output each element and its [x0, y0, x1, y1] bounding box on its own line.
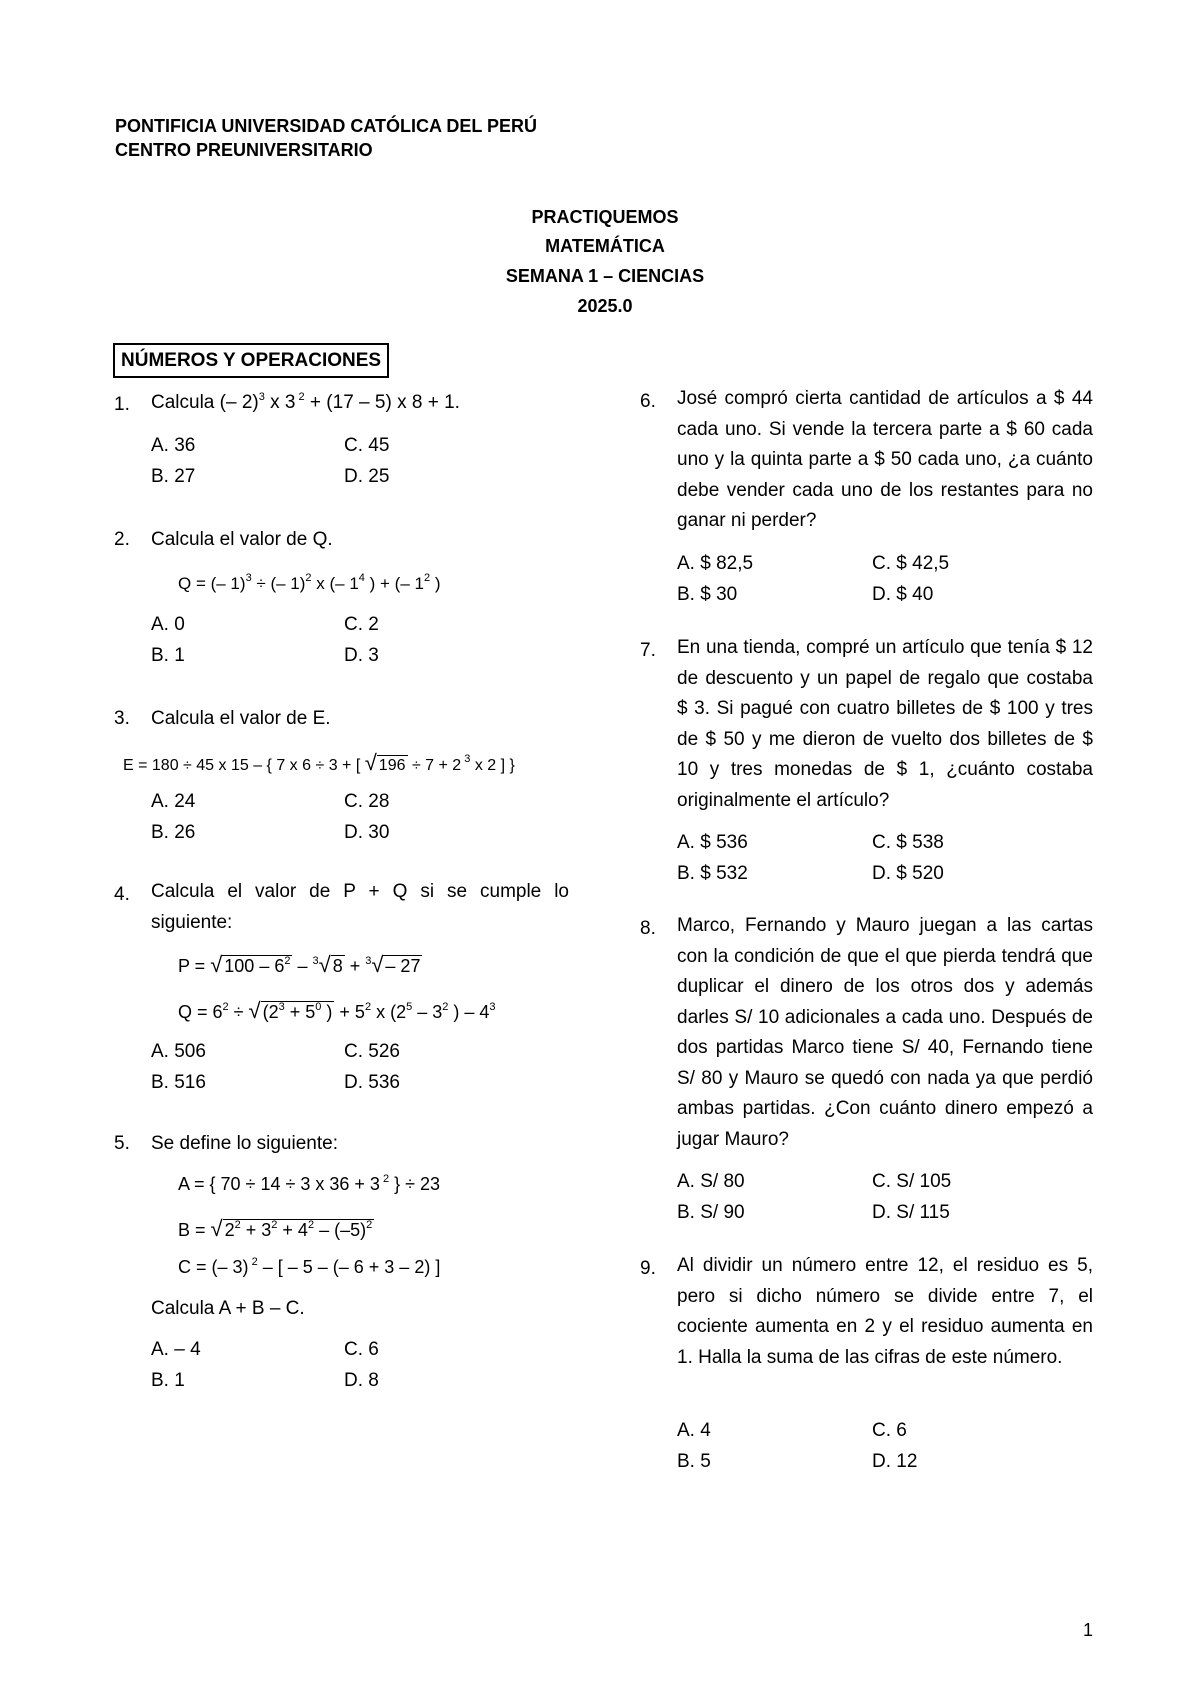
question-1-text: Calcula (– 2)$^3$ x 3 $^2$ + (17 – 5) x 8 + 1.: [151, 391, 460, 413]
question-1-option-c: C. 45: [344, 435, 390, 456]
section-title: NÚMEROS Y OPERACIONES: [113, 343, 389, 378]
question-7-option-b: B. $ 532: [677, 863, 748, 884]
question-1-option-b: B. 27: [151, 466, 196, 487]
question-4-number: 4.: [114, 884, 130, 905]
question-3-option-c: C. 28: [344, 791, 390, 812]
question-5-option-a: A. – 4: [151, 1339, 201, 1360]
question-9-option-c: C. 6: [872, 1420, 907, 1441]
question-3-option-b: B. 26: [151, 822, 196, 843]
question-6-option-a: A. $ 82,5: [677, 553, 754, 574]
question-3-option-d: D. 30: [344, 822, 390, 843]
question-6-text: José compró cierta cantidad de artículos a $ 44 cada uno. Si vende la tercera parte a $ 60 cada uno y la quinta parte a $ 50 cada uno, ¿a cuánto debe vender cada uno de los restantes para no ganar ni perder?: [677, 388, 1093, 531]
question-9-number: 9.: [640, 1258, 656, 1279]
question-1-number: 1.: [114, 394, 130, 415]
title-line-3: SEMANA 1 – CIENCIAS: [505, 266, 705, 286]
question-3-text: Calcula el valor de E.: [151, 708, 331, 729]
question-9-option-b: B. 5: [677, 1451, 711, 1472]
question-3-formula: E = 180 ÷ 45 x 15 – { 7 x 6 ÷ 3 + [ √ 196 ÷ 7 + 2 $^3$ x 2 ] }: [123, 750, 515, 775]
question-8-option-a: A. S/ 80: [677, 1171, 745, 1192]
question-5-number: 5.: [114, 1133, 130, 1154]
question-5-option-c: C. 6: [344, 1339, 379, 1360]
title-line-2: MATEMÁTICA: [545, 236, 665, 256]
question-7-option-a: A. $ 536: [677, 832, 748, 853]
question-5-ask: Calcula A + B – C.: [151, 1298, 305, 1319]
question-5-option-b: B. 1: [151, 1370, 185, 1391]
question-3-number: 3.: [114, 708, 130, 729]
question-4-option-d: D. 536: [344, 1072, 400, 1093]
question-7-option-d: D. $ 520: [872, 863, 944, 884]
question-2-option-a: A. 0: [151, 614, 185, 635]
question-2-option-c: C. 2: [344, 614, 379, 635]
question-7-number: 7.: [640, 640, 656, 661]
question-4-formula-p: P = √ $100 - 6^2 - ^3√$ 8 + $^3$√ – 27: [178, 952, 421, 977]
question-6-option-b: B. $ 30: [677, 584, 738, 605]
question-9-option-a: A. 4: [677, 1420, 711, 1441]
question-5-option-d: D. 8: [344, 1370, 379, 1391]
question-3-option-a: A. 24: [151, 791, 196, 812]
page-number: 1: [1083, 1620, 1094, 1640]
question-8-option-d: D. S/ 115: [872, 1202, 950, 1223]
center-name: CENTRO PREUNIVERSITARIO: [115, 140, 373, 160]
question-6-number: 6.: [640, 391, 656, 412]
question-6-option-d: D. $ 40: [872, 584, 934, 605]
question-2-option-b: B. 1: [151, 645, 185, 666]
question-5-text: Se define lo siguiente:: [151, 1133, 338, 1154]
question-4-option-a: A. 506: [151, 1041, 206, 1062]
question-8-text: Marco, Fernando y Mauro juegan a las cartas con la condición de que el que pierda tendrá que duplicar el dinero de los otros dos y además darles S/ 10 adicionales a cada uno. Después de dos partidas Marco tiene S/ 40, Fernando tiene S/ 80 y Mauro se quedó con nada ya que perdió ambas partidas. ¿Con cuánto dinero empezó a jugar Mauro?: [677, 915, 1093, 1150]
question-8-number: 8.: [640, 918, 656, 939]
title-line-1: PRACTIQUEMOS: [531, 207, 679, 227]
question-4-text: Calcula el valor de P + Q si se cumple lo siguiente:: [151, 881, 569, 933]
question-2-option-d: D. 3: [344, 645, 379, 666]
university-name: PONTIFICIA UNIVERSIDAD CATÓLICA DEL PERÚ: [115, 116, 538, 136]
question-1-option-a: A. 36: [151, 435, 196, 456]
question-2-number: 2.: [114, 529, 130, 550]
question-4-option-c: C. 526: [344, 1041, 400, 1062]
question-8-option-b: B. S/ 90: [677, 1202, 745, 1223]
question-7-text: En una tienda, compré un artículo que tenía $ 12 de descuento y un papel de regalo que costaba $ 3. Si pagué con cuatro billetes de $ 100 y tres de $ 50 y me dieron de vuelto dos billetes de $ 10 y tres monedas de $ 1, ¿cuánto costaba originalmente el artículo?: [677, 637, 1093, 811]
question-2-text: Calcula el valor de Q.: [151, 529, 333, 550]
question-6-option-c: C. $ 42,5: [872, 553, 950, 574]
question-9-option-d: D. 12: [872, 1451, 918, 1472]
question-4-formula-q: $Q = 6^2$ ÷ √ ($2^3 + 5^0$ ) + $5^2$ x ($2^5 - 3^2$ ) – $4^3$: [178, 998, 496, 1023]
question-5-formula-c: C = (– 3) $^2$ – [ – 5 – (– 6 + 3 – 2) ]: [178, 1256, 441, 1277]
question-7-option-c: C. $ 538: [872, 832, 944, 853]
question-8-option-c: C. S/ 105: [872, 1171, 952, 1192]
question-2-formula: Q = (– 1)$^3$ ÷ (– 1)$^2$ x (– $1^4$ ) + (– $1^2$ ): [178, 572, 441, 593]
title-line-4: 2025.0: [577, 296, 633, 316]
question-5-formula-a: A = { 70 ÷ 14 ÷ 3 x 36 + 3 $^2$ } ÷ 23: [178, 1173, 441, 1194]
question-5-formula-b: B = √ $2^2 + 3^2 + 4^2 - (-5)^2$: [178, 1216, 373, 1241]
question-4-option-b: B. 516: [151, 1072, 206, 1093]
question-9-text: Al dividir un número entre 12, el residuo es 5, pero si dicho número se divide entre 7, el cociente aumenta en 2 y el residuo aumenta en 1. Halla la suma de las cifras de este número.: [677, 1255, 1093, 1368]
question-1-option-d: D. 25: [344, 466, 390, 487]
